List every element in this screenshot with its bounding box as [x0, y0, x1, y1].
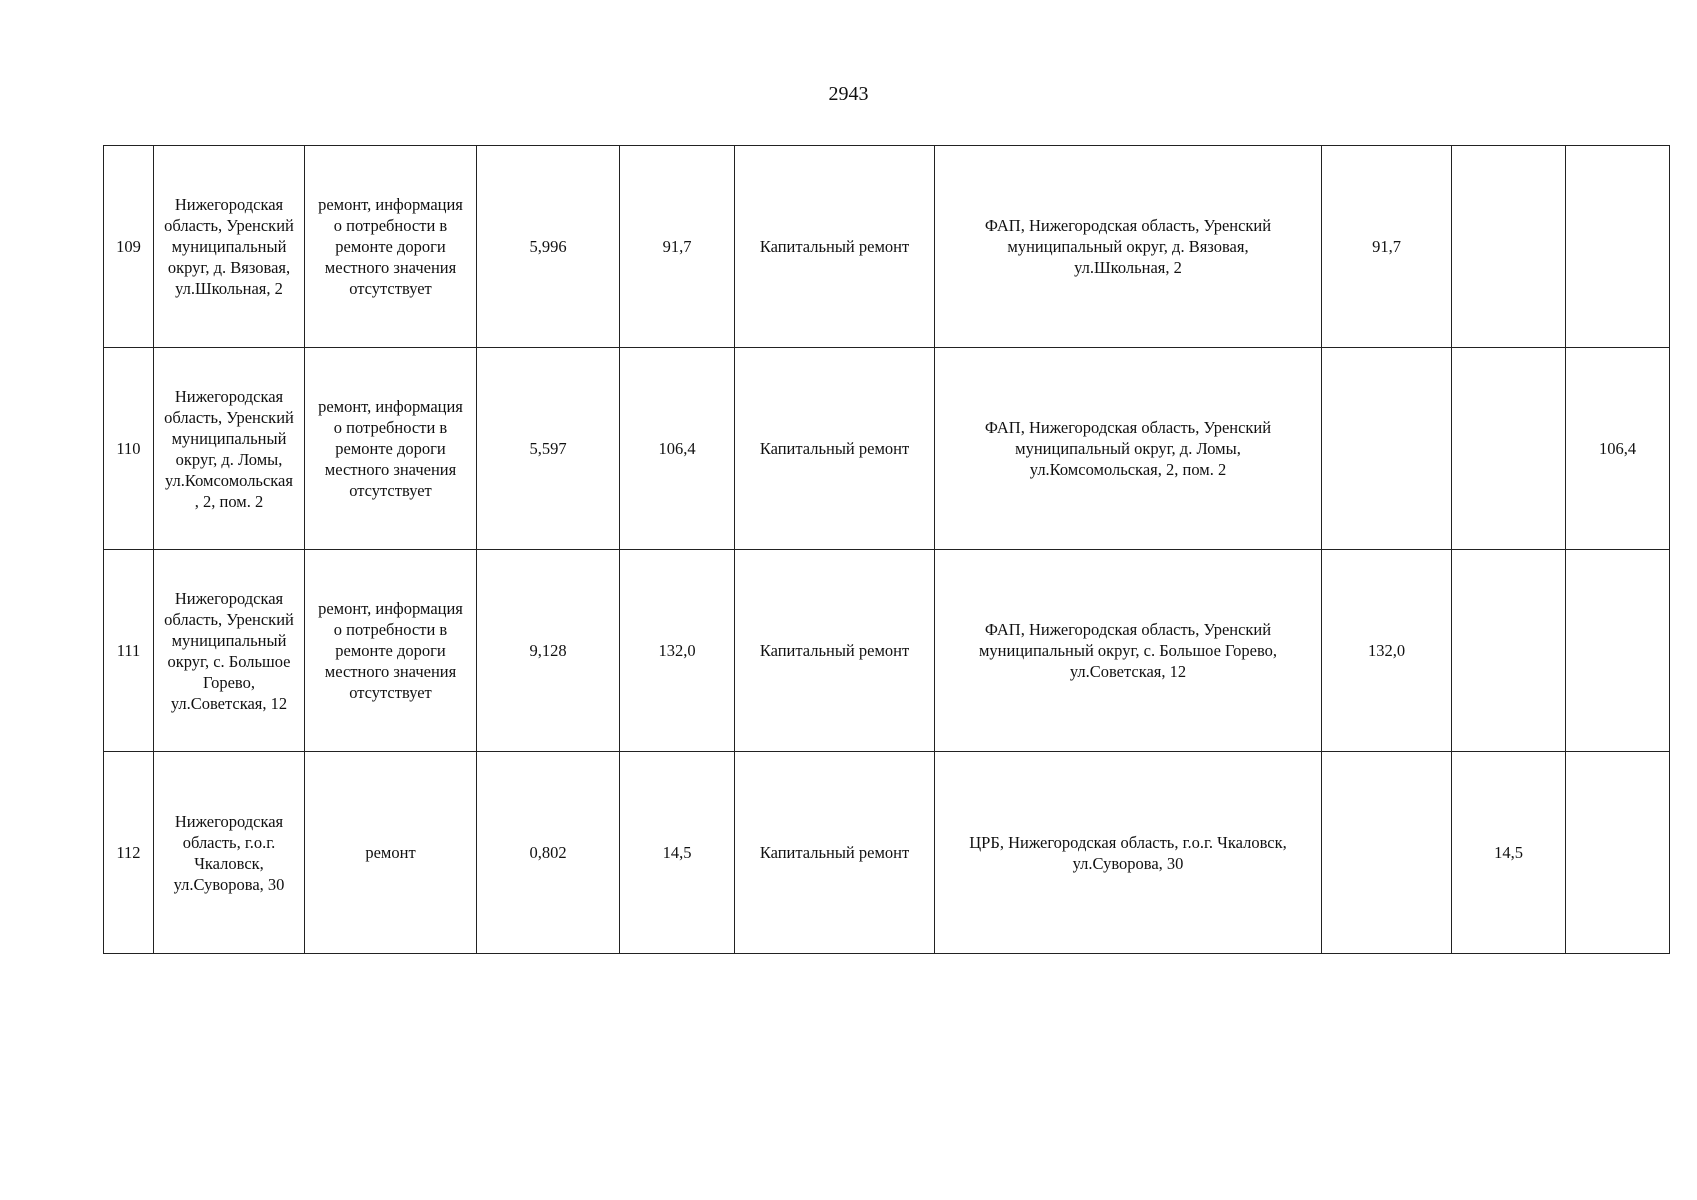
- work-description-cell: ремонт, информация о потребности в ремонте дороги местного значения отсутствует: [305, 146, 477, 348]
- value-cell-10: [1566, 550, 1670, 752]
- table-row: [104, 752, 1670, 954]
- value-cell-9: [1452, 348, 1566, 550]
- length-cell: 0,802: [477, 752, 620, 954]
- repair-type-cell: Капитальный ремонт: [735, 348, 935, 550]
- work-description-cell: ремонт: [305, 752, 477, 954]
- value-cell-8: 91,7: [1322, 146, 1452, 348]
- value-cell-10: [1566, 146, 1670, 348]
- row-number-cell: 112: [104, 752, 154, 954]
- row-number-cell: 109: [104, 146, 154, 348]
- value-cell-8: [1322, 752, 1452, 954]
- value-cell-8: 132,0: [1322, 550, 1452, 752]
- object-cell: ФАП, Нижегородская область, Уренский муниципальный округ, д. Вязовая, ул.Школьная, 2: [935, 146, 1322, 348]
- value-cell-10: 106,4: [1566, 348, 1670, 550]
- page-number: 2943: [828, 83, 869, 105]
- table-row: [104, 146, 1670, 348]
- repair-type-cell: Капитальный ремонт: [735, 550, 935, 752]
- length-cell: 5,996: [477, 146, 620, 348]
- value-cell-10: [1566, 752, 1670, 954]
- value-cell-9: [1452, 550, 1566, 752]
- work-description-cell: ремонт, информация о потребности в ремонте дороги местного значения отсутствует: [305, 348, 477, 550]
- work-description-cell: ремонт, информация о потребности в ремонте дороги местного значения отсутствует: [305, 550, 477, 752]
- repair-type-cell: Капитальный ремонт: [735, 752, 935, 954]
- data-table: [103, 145, 1670, 954]
- length-cell: 5,597: [477, 348, 620, 550]
- address-cell: Нижегородская область, Уренский муниципальный округ, д. Вязовая, ул.Школьная, 2: [154, 146, 305, 348]
- row-number-cell: 110: [104, 348, 154, 550]
- repair-type-cell: Капитальный ремонт: [735, 146, 935, 348]
- address-cell: Нижегородская область, Уренский муниципальный округ, с. Большое Горево, ул.Советская, 12: [154, 550, 305, 752]
- length-cell: 9,128: [477, 550, 620, 752]
- object-cell: ФАП, Нижегородская область, Уренский муниципальный округ, д. Ломы, ул.Комсомольская, 2, пом. 2: [935, 348, 1322, 550]
- address-cell: Нижегородская область, г.о.г. Чкаловск, ул.Суворова, 30: [154, 752, 305, 954]
- cost-cell: 91,7: [620, 146, 735, 348]
- value-cell-9: [1452, 146, 1566, 348]
- row-number-cell: 111: [104, 550, 154, 752]
- address-cell: Нижегородская область, Уренский муниципальный округ, д. Ломы, ул.Комсомольская, 2, пом. 2: [154, 348, 305, 550]
- value-cell-9: 14,5: [1452, 752, 1566, 954]
- table-row: [104, 348, 1670, 550]
- cost-cell: 132,0: [620, 550, 735, 752]
- object-cell: ФАП, Нижегородская область, Уренский муниципальный округ, с. Большое Горево, ул.Советская, 12: [935, 550, 1322, 752]
- object-cell: ЦРБ, Нижегородская область, г.о.г. Чкаловск, ул.Суворова, 30: [935, 752, 1322, 954]
- cost-cell: 106,4: [620, 348, 735, 550]
- cost-cell: 14,5: [620, 752, 735, 954]
- table-row: [104, 550, 1670, 752]
- value-cell-8: [1322, 348, 1452, 550]
